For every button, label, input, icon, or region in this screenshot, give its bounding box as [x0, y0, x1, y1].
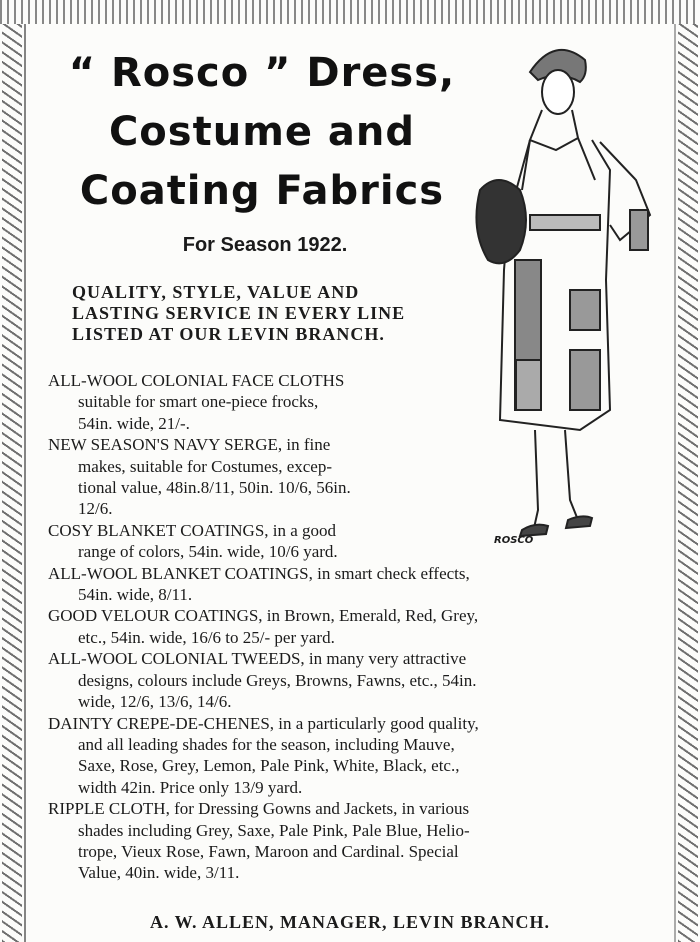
item-heading-line: COSY BLANKET COATINGS, in a good	[48, 520, 337, 540]
decorative-border-left	[2, 24, 22, 942]
list-item	[48, 563, 664, 606]
item-detail-line: wide, 12/6, 13/6, 14/6.	[78, 692, 232, 712]
item-detail-line: Saxe, Rose, Grey, Lemon, Pale Pink, White, Black, etc.,	[78, 756, 460, 776]
item-heading-line: RIPPLE CLOTH, for Dressing Gowns and Jackets, in various	[48, 799, 470, 819]
item-detail-line: Value, 40in. wide, 3/11.	[78, 863, 240, 883]
season-subtitle: For Season 1922.	[182, 234, 348, 256]
fabric-list	[48, 370, 664, 884]
item-detail-line: makes, suitable for Costumes, excep-	[78, 456, 332, 476]
ad-headline	[52, 44, 472, 221]
item-detail-line: 12/6.	[78, 499, 113, 519]
item-heading-line: ALL-WOOL COLONIAL FACE CLOTHS	[48, 371, 345, 390]
item-detail-line: shades including Grey, Saxe, Pale Pink, Pale Blue, Helio-	[78, 820, 470, 840]
list-item	[48, 713, 664, 799]
list-item	[48, 605, 664, 648]
item-detail-line: 54in. wide, 8/11.	[78, 585, 193, 605]
headline-line: Costume and	[108, 109, 416, 155]
border-rule-left	[24, 24, 26, 942]
item-detail-line: width 42in. Price only 13/9 yard.	[78, 777, 303, 797]
list-item	[48, 370, 664, 434]
decorative-border-right	[678, 24, 698, 942]
list-item	[48, 434, 664, 520]
decorative-border-top	[0, 0, 700, 24]
item-heading-line: NEW SEASON'S NAVY SERGE, in fine	[48, 435, 331, 455]
border-rule-right	[674, 24, 676, 942]
item-detail-line: trope, Vieux Rose, Fawn, Maroon and Cardinal. Special	[78, 841, 459, 861]
headline-line: Coating Fabrics	[79, 168, 445, 214]
list-item	[48, 520, 664, 563]
quality-line: QUALITY, STYLE, VALUE AND	[72, 282, 360, 302]
item-detail-line: tional value, 48in.8/11, 50in. 10/6, 56in.	[78, 478, 351, 498]
quality-line: LASTING SERVICE IN EVERY LINE	[72, 303, 406, 323]
quality-statement	[72, 282, 460, 345]
item-heading-line: ALL-WOOL BLANKET COATINGS, in smart check effects,	[48, 563, 470, 583]
list-item	[48, 648, 664, 712]
item-detail-line: etc., 54in. wide, 16/6 to 25/- per yard.	[78, 627, 335, 647]
item-heading-line: DAINTY CREPE-DE-CHENES, in a particularly good quality,	[48, 713, 479, 733]
illustrator-signature: ROSCO	[494, 535, 534, 546]
item-heading-line: GOOD VELOUR COATINGS, in Brown, Emerald, Red, Grey,	[48, 606, 479, 626]
item-heading-line: ALL-WOOL COLONIAL TWEEDS, in many very attractive	[48, 649, 467, 669]
list-item	[48, 798, 664, 884]
quality-line: LISTED AT OUR LEVIN BRANCH.	[72, 324, 385, 344]
manager-signoff: A. W. ALLEN, MANAGER, LEVIN BRANCH.	[149, 912, 551, 932]
item-detail-line: and all leading shades for the season, including Mauve,	[78, 734, 455, 754]
item-detail-line: 54in. wide, 21/-.	[78, 413, 190, 433]
headline-line: “ Rosco ” Dress,	[68, 50, 456, 96]
item-detail-line: designs, colours include Greys, Browns, Fawns, etc., 54in.	[78, 670, 477, 690]
item-detail-line: range of colors, 54in. wide, 10/6 yard.	[78, 542, 338, 562]
item-detail-line: suitable for smart one-piece frocks,	[78, 392, 319, 412]
